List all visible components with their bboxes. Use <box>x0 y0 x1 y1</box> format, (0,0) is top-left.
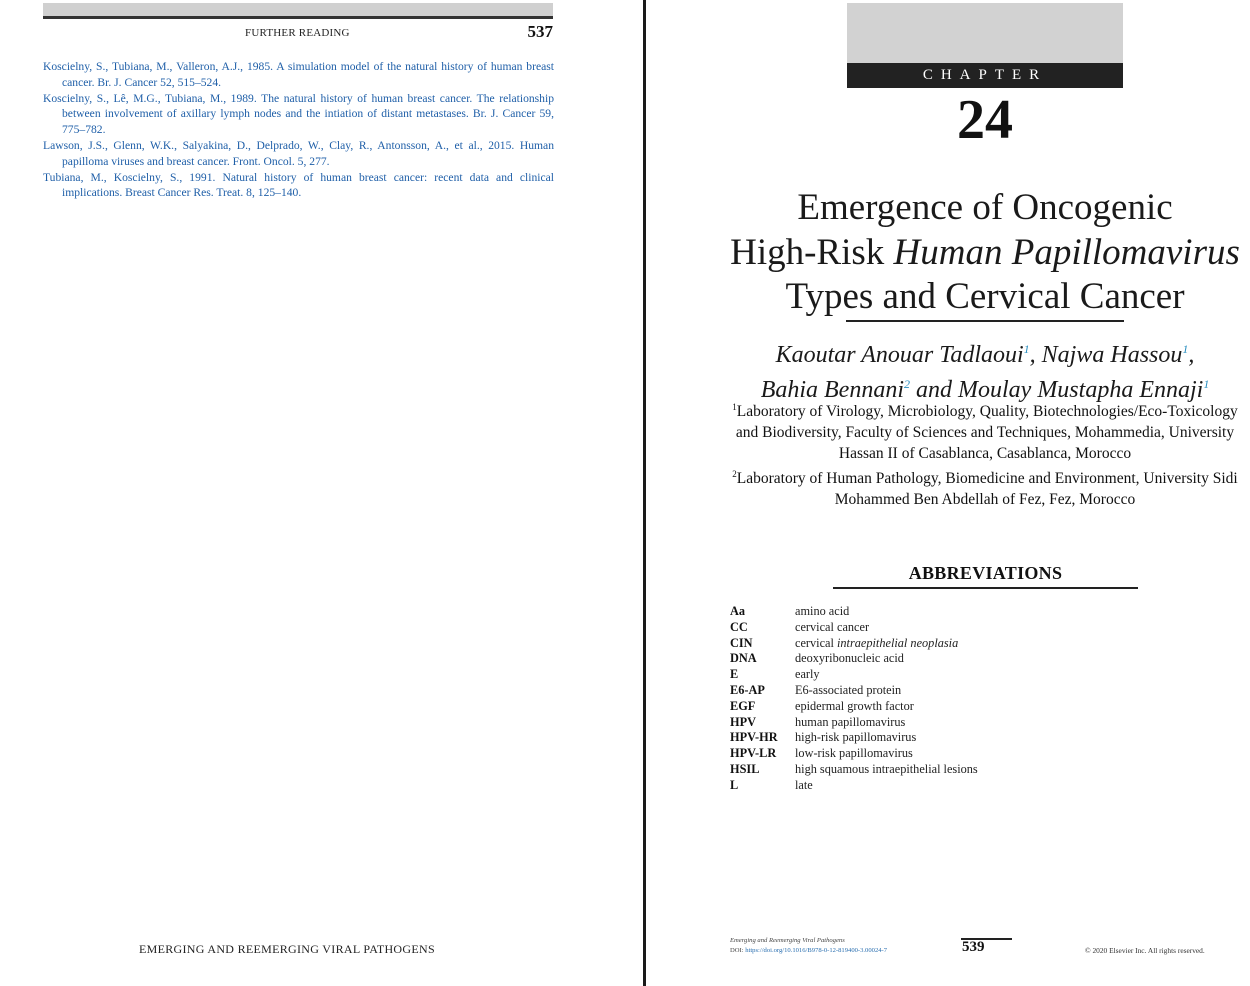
abbreviation-term: E6-AP <box>730 682 765 697</box>
right-page-footer-meta <box>730 936 887 956</box>
abbreviation-definition: late <box>795 777 813 792</box>
copyright-notice: © 2020 Elsevier Inc. All rights reserved. <box>1085 946 1205 955</box>
author-name: Najwa Hassou <box>1041 342 1183 368</box>
abbreviation-term: HPV-HR <box>730 730 778 745</box>
doi-link[interactable]: https://doi.org/10.1016/B978-0-12-819400-3.00024-7 <box>745 947 888 954</box>
abbreviation-term: HPV-LR <box>730 746 777 761</box>
abbreviation-definition: cervical cancer <box>795 619 870 634</box>
chapter-number: 24 <box>957 89 1013 151</box>
reference-item[interactable]: Lawson, J.S., Glenn, W.K., Salyakina, D., Delprado, W., Clay, R., Antonsson, A., et al., 2015. Human papilloma viruses and breast cancer. Front. Oncol. 5, 277. <box>43 138 554 168</box>
abbreviation-definition: high-risk papillomavirus <box>795 730 917 745</box>
author-name: Moulay Mustapha Ennaji <box>958 377 1204 403</box>
abbreviation-definition: epidermal growth factor <box>795 698 914 713</box>
abbreviation-row <box>730 715 978 731</box>
abbreviation-row <box>730 667 978 683</box>
author-affiliation-marker[interactable]: 1 <box>1203 377 1210 391</box>
left-page-running-head <box>43 22 553 42</box>
chapter-title <box>725 186 1245 320</box>
abbreviation-definition: early <box>795 667 820 682</box>
author-affiliation-marker[interactable]: 1 <box>1023 342 1030 356</box>
chapter-banner-grey <box>847 3 1123 63</box>
abbreviation-term: E <box>730 667 739 682</box>
author-affiliation-marker[interactable]: 1 <box>1182 342 1189 356</box>
reference-item[interactable]: Koscielny, S., Tubiana, M., Valleron, A.J., 1985. A simulation model of the natural history of human breast cancer. Br. J. Cancer 52, 515–524. <box>43 60 554 89</box>
abbreviation-row <box>730 778 978 794</box>
affiliations <box>725 397 1245 511</box>
title-line-3: Types and Cervical Cancer <box>785 276 1185 317</box>
page-divider <box>643 0 646 986</box>
abbreviation-definition: high squamous intraepithelial lesions <box>795 761 978 776</box>
footer-journal-title: Emerging and Reemerging Viral Pathogens <box>730 937 845 944</box>
further-reading-list <box>43 59 554 201</box>
left-page-footer: EMERGING AND REEMERGING VIRAL PATHOGENS <box>139 942 435 956</box>
abbreviation-row <box>730 651 978 667</box>
title-line-2: High-Risk Human Papillomavirus <box>730 231 1240 273</box>
abbreviation-definition: human papillomavirus <box>795 714 906 729</box>
abbreviation-term: EGF <box>730 698 756 713</box>
chapter-banner <box>847 3 1123 88</box>
affiliation-item: $^1$Laboratory of Virology, Microbiology, Quality, Biotechnologies/Eco-Toxicology and Biodiversity, Faculty of Sciences and Techniques, Mohammedia, University Hassan II of Casablanca, Casablanca, Morocco <box>732 402 1238 462</box>
author-list <box>725 335 1245 405</box>
title-line-1: Emergence of Oncogenic <box>797 187 1173 228</box>
abbreviation-row <box>730 683 978 699</box>
chapter-label: CHAPTER <box>847 63 1123 88</box>
abbreviation-row <box>730 762 978 778</box>
abbreviation-definition: low-risk papillomavirus <box>795 746 913 761</box>
abbreviation-term: CC <box>730 619 748 634</box>
abbreviation-term: DNA <box>730 651 757 666</box>
abbreviation-term: Aa <box>730 604 746 618</box>
abbreviations-rule <box>833 587 1138 589</box>
abbreviation-term: CIN <box>730 635 753 650</box>
abbreviation-definition: cervical intraepithelial neoplasia <box>795 635 959 650</box>
abbreviations-table <box>730 604 978 794</box>
affiliation-item: $^2$Laboratory of Human Pathology, Biomedicine and Environment, University Sidi Mohammed Ben Abdellah of Fez, Fez, Morocco <box>732 469 1238 509</box>
abbreviation-row <box>730 604 978 620</box>
abbreviation-term: L <box>730 777 739 792</box>
abbreviation-term: HSIL <box>730 761 760 776</box>
abbreviations-heading: ABBREVIATIONS <box>908 563 1063 583</box>
title-rule <box>846 320 1124 322</box>
reference-item[interactable]: Tubiana, M., Koscielny, S., 1991. Natural history of human breast cancer: recent data and clinical implications. Breast Cancer Res. Treat. 8, 125–140. <box>43 170 554 200</box>
authors-line-2: Bahia Bennani$^2$ and Moulay Mustapha Ennaji$^1$ <box>760 377 1210 403</box>
left-page-top-bar <box>43 3 553 19</box>
footer-doi: DOI: https://doi.org/10.1016/B978-0-12-819400-3.00024-7 <box>730 947 888 954</box>
right-page-number: 539 <box>962 939 985 955</box>
reference-item[interactable]: Koscielny, S., Lê, M.G., Tubiana, M., 1989. The natural history of human breast cancer. The relationship between involvement of axillary lymph nodes and the intiation of distant metastases. Br. J. Cancer 59, 775–782. <box>43 91 554 137</box>
abbreviation-row <box>730 746 978 762</box>
abbreviation-definition: E6-associated protein <box>795 682 902 697</box>
abbreviation-term: HPV <box>730 714 756 729</box>
author-affiliation-marker[interactable]: 2 <box>904 377 910 391</box>
abbreviation-row <box>730 730 978 746</box>
left-page-number: 537 <box>527 22 553 41</box>
abbreviation-row <box>730 620 978 636</box>
author-name: Bahia Bennani <box>760 377 904 403</box>
abbreviation-row <box>730 699 978 715</box>
abbreviation-row <box>730 636 978 652</box>
abbreviation-definition: deoxyribonucleic acid <box>795 651 904 666</box>
running-title: FURTHER READING <box>245 27 350 39</box>
authors-line-1: Kaoutar Anouar Tadlaoui$^1$, Najwa Hassou$^1$, <box>775 342 1195 368</box>
author-name: Kaoutar Anouar Tadlaoui <box>775 342 1024 368</box>
abbreviation-definition: amino acid <box>795 604 850 618</box>
title-italic-term: Human Papillomavirus <box>893 231 1240 273</box>
